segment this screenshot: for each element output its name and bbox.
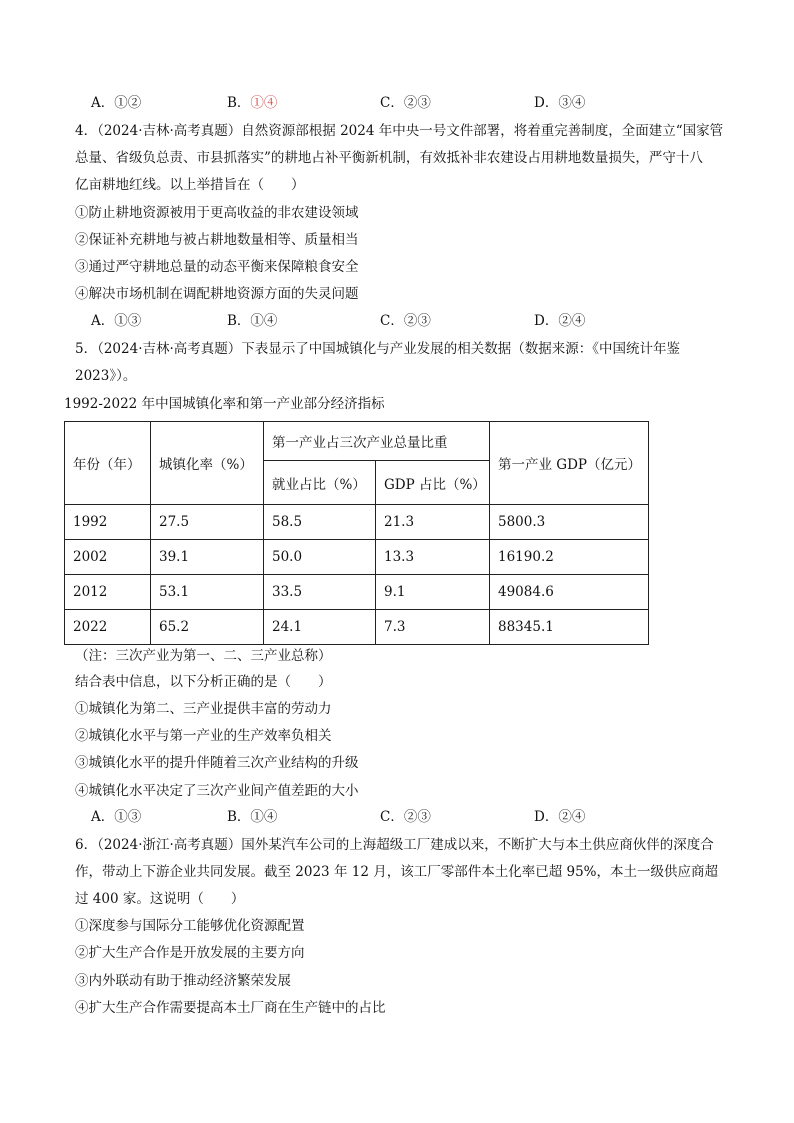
header-year: 年份（年） xyxy=(65,422,151,505)
q4-stem-line-2: 总量、省级负总责、市县抓落实”的耕地占补平衡新机制，有效抵补非农建设占用耕地数量损失，严守十八 xyxy=(75,150,703,166)
q4-statement-1: ①防止耕地资源被用于更高收益的非农建设领域 xyxy=(75,205,359,221)
q3-option-c[interactable]: C．②③ xyxy=(380,95,431,111)
q3-option-b[interactable]: B．①④ xyxy=(227,95,278,111)
cell-employment-share: 58.5 xyxy=(264,505,376,540)
cell-gdp-share: 7.3 xyxy=(376,610,490,645)
q6-statement-4: ④扩大生产合作需要提高本土厂商在生产链中的占比 xyxy=(75,1000,386,1016)
q5-statement-3: ③城镇化水平的提升伴随着三次产业结构的升级 xyxy=(75,755,359,771)
q4-option-b[interactable]: B．①④ xyxy=(227,313,278,329)
header-primary-share-group: 第一产业占三次产业总量比重 xyxy=(264,422,490,461)
q6-statement-3: ③内外联动有助于推动经济繁荣发展 xyxy=(75,973,291,989)
q4-option-a[interactable]: A．①③ xyxy=(91,313,142,329)
q5-stem-line-1: 5．（2024·吉林·高考真题）下表显示了中国城镇化与产业发展的相关数据（数据来源：《中国统计年鉴 xyxy=(75,341,681,357)
cell-gdp-share: 9.1 xyxy=(376,575,490,610)
table-row xyxy=(65,575,649,610)
cell-primary-gdp: 16190.2 xyxy=(490,540,649,575)
cell-urbanization: 65.2 xyxy=(151,610,264,645)
q5-stem-line-2: 2023》）。 xyxy=(75,368,137,384)
q6-statement-2: ②扩大生产合作是开放发展的主要方向 xyxy=(75,945,305,961)
q6-stem-line-2: 作，带动上下游企业共同发展。截至 2023 年 12 月，该工厂零部件本土化率已超 95%，本土一级供应商超 xyxy=(75,864,718,880)
header-gdp-share: GDP 占比（%） xyxy=(376,461,490,505)
q4-options xyxy=(91,312,731,330)
cell-primary-gdp: 5800.3 xyxy=(490,505,649,540)
q4-statement-4: ④解决市场机制在调配耕地资源方面的失灵问题 xyxy=(75,286,359,302)
q5-statement-2: ②城镇化水平与第一产业的生产效率负相关 xyxy=(75,728,332,744)
q4-option-c[interactable]: C．②③ xyxy=(380,313,431,329)
cell-year: 2012 xyxy=(65,575,151,610)
cell-year: 2002 xyxy=(65,540,151,575)
cell-urbanization: 39.1 xyxy=(151,540,264,575)
table-title: 1992-2022 年中国城镇化率和第一产业部分经济指标 xyxy=(64,396,385,412)
q6-stem-line-1: 6．（2024·浙江·高考真题）国外某汽车公司的上海超级工厂建成以来，不断扩大与本土供应商伙伴的深度合 xyxy=(75,837,714,853)
q4-stem-line-3: 亿亩耕地红线。以上举措旨在（ ） xyxy=(75,177,305,193)
table-row xyxy=(65,540,649,575)
q3-option-d[interactable]: D．③④ xyxy=(534,95,586,111)
q4-statement-3: ③通过严守耕地总量的动态平衡来保障粮食安全 xyxy=(75,259,359,275)
q6-stem-line-3: 过 400 家。这说明（ ） xyxy=(75,891,245,907)
q5-prompt: 结合表中信息，以下分析正确的是（ ） xyxy=(75,674,332,690)
header-employment-share: 就业占比（%） xyxy=(264,461,376,505)
table-row xyxy=(65,505,649,540)
cell-employment-share: 50.0 xyxy=(264,540,376,575)
q5-option-b[interactable]: B．①④ xyxy=(227,809,278,825)
cell-primary-gdp: 49084.6 xyxy=(490,575,649,610)
q5-statement-1: ①城镇化为第二、三产业提供丰富的劳动力 xyxy=(75,701,332,717)
cell-primary-gdp: 88345.1 xyxy=(490,610,649,645)
q4-stem-line-1: 4．（2024·吉林·高考真题）自然资源部根据 2024 年中央一号文件部署，将着重完善制度，全面建立“国家管 xyxy=(75,123,724,139)
header-urbanization: 城镇化率（%） xyxy=(151,422,264,505)
cell-year: 2022 xyxy=(65,610,151,645)
cell-employment-share: 33.5 xyxy=(264,575,376,610)
cell-gdp-share: 13.3 xyxy=(376,540,490,575)
cell-urbanization: 27.5 xyxy=(151,505,264,540)
cell-employment-share: 24.1 xyxy=(264,610,376,645)
q5-options xyxy=(91,808,731,826)
q3-option-a[interactable]: A．①② xyxy=(91,95,142,111)
q5-option-d[interactable]: D．②④ xyxy=(534,809,586,825)
q5-statement-4: ④城镇化水平决定了三次产业间产值差距的大小 xyxy=(75,783,359,799)
q4-option-d[interactable]: D．②④ xyxy=(534,313,586,329)
table-note: （注：三次产业为第一、二、三产业总称） xyxy=(75,648,332,664)
q5-option-a[interactable]: A．①③ xyxy=(91,809,142,825)
cell-urbanization: 53.1 xyxy=(151,575,264,610)
cell-gdp-share: 21.3 xyxy=(376,505,490,540)
cell-year: 1992 xyxy=(65,505,151,540)
table-row xyxy=(65,610,649,645)
q3-options xyxy=(91,94,731,112)
q4-statement-2: ②保证补充耕地与被占耕地数量相等、质量相当 xyxy=(75,232,359,248)
header-primary-gdp: 第一产业 GDP（亿元） xyxy=(490,422,649,505)
q5-option-c[interactable]: C．②③ xyxy=(380,809,431,825)
data-table xyxy=(64,421,649,645)
q6-statement-1: ①深度参与国际分工能够优化资源配置 xyxy=(75,918,305,934)
